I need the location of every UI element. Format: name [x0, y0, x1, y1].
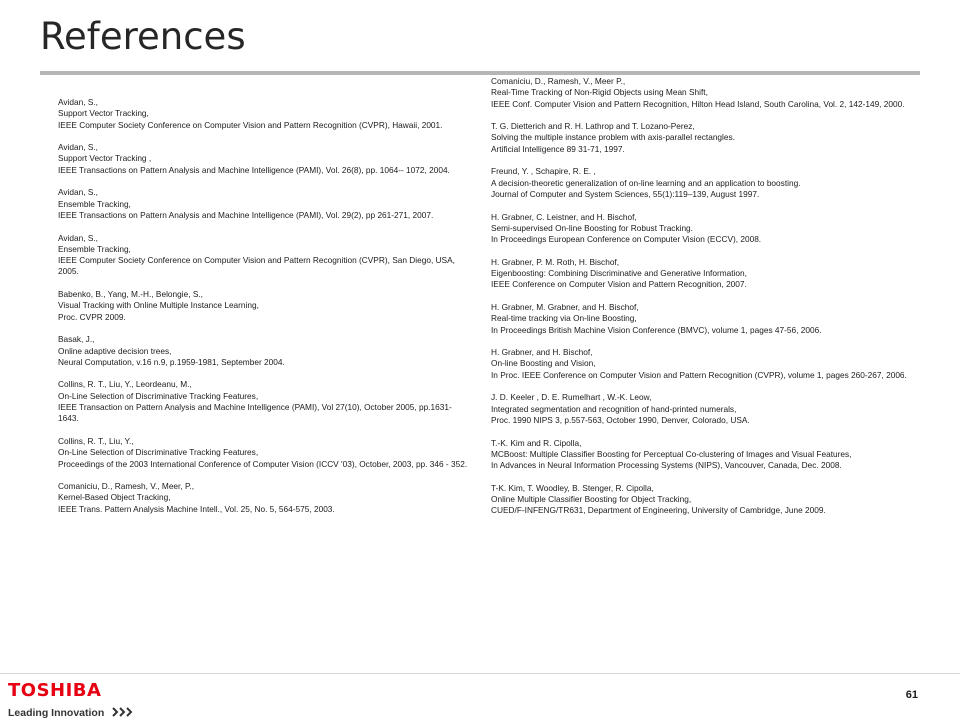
reference-entry — [58, 187, 468, 221]
reference-line: Avidan, S., — [58, 142, 98, 153]
reference-line: IEEE Conf. Computer Vision and Pattern Recognition, Hilton Head Island, South Carolina, Vol. 2, 142-149, 2000. — [491, 98, 905, 109]
reference-entry — [491, 302, 916, 336]
reference-line: IEEE Transaction on Pattern Analysis and Machine Intelligence (PAMI), Vol 27(10), October 2005, pp.1631-1643. — [58, 402, 452, 424]
references-left-column — [58, 97, 468, 526]
reference-entry — [58, 334, 468, 368]
reference-line: In Proc. IEEE Conference on Computer Vision and Pattern Recognition (CVPR), volume 1, pages 260-267, 2006. — [491, 369, 907, 380]
reference-line: IEEE Computer Society Conference on Computer Vision and Pattern Recognition (CVPR), San Diego, USA, 2005. — [58, 255, 455, 277]
reference-line: Online Multiple Classifier Boosting for Object Tracking, — [491, 493, 692, 504]
reference-line: Babenko, B., Yang, M.-H., Belongie, S., — [58, 289, 203, 300]
reference-line: In Advances in Neural Information Processing Systems (NIPS), Vancouver, Canada, Dec. 2008. — [491, 460, 842, 471]
reference-entry — [58, 142, 468, 176]
reference-line: On-line Boosting and Vision, — [491, 358, 596, 369]
reference-line: H. Grabner, C. Leistner, and H. Bischof, — [491, 211, 637, 222]
reference-entry — [58, 436, 468, 470]
reference-line: In Proceedings British Machine Vision Conference (BMVC), volume 1, pages 47-56, 2006. — [491, 324, 822, 335]
reference-line: T.-K. Kim and R. Cipolla, — [491, 437, 582, 448]
reference-line: H. Grabner, P. M. Roth, H. Bischof, — [491, 256, 620, 267]
reference-line: Collins, R. T., Liu, Y., Leordeanu, M., — [58, 379, 192, 390]
reference-line: Real-time tracking via On-line Boosting, — [491, 313, 637, 324]
reference-line: Avidan, S., — [58, 232, 98, 243]
brand-logo — [8, 682, 134, 721]
chevrons-right-icon — [112, 707, 134, 717]
references-right-column — [491, 76, 916, 528]
reference-entry — [491, 438, 916, 472]
reference-line: Collins, R. T., Liu, Y., — [58, 435, 134, 446]
reference-line: Artificial Intelligence 89 31-71, 1997. — [491, 143, 625, 154]
reference-entry — [491, 212, 916, 246]
reference-line: Support Vector Tracking, — [58, 108, 149, 119]
reference-line: IEEE Computer Society Conference on Computer Vision and Pattern Recognition (CVPR), Hawaii, 2001. — [58, 119, 443, 130]
reference-line: Comaniciu, D., Ramesh, V., Meer, P., — [58, 481, 195, 492]
reference-entry — [491, 166, 916, 200]
reference-line: Real-Time Tracking of Non-Rigid Objects using Mean Shift, — [491, 87, 708, 98]
page-number: 61 — [905, 689, 918, 701]
reference-line: H. Grabner, M. Grabner, and H. Bischof, — [491, 301, 639, 312]
reference-line: Integrated segmentation and recognition of hand-printed numerals, — [491, 403, 737, 414]
brand-name: TOSHIBA — [8, 680, 102, 701]
reference-line: IEEE Conference on Computer Vision and Pattern Recognition, 2007. — [491, 279, 747, 290]
reference-line: Avidan, S., — [58, 97, 98, 107]
reference-line: Basak, J., — [58, 334, 95, 345]
reference-line: Online adaptive decision trees, — [58, 345, 172, 356]
page-title: References — [40, 15, 246, 58]
reference-entry — [491, 121, 916, 155]
reference-line: Proc. 1990 NIPS 3, p.557-563, October 1990, Denver, Colorado, USA. — [491, 414, 750, 425]
reference-line: Kernel-Based Object Tracking, — [58, 492, 171, 503]
reference-line: Support Vector Tracking , — [58, 153, 152, 164]
reference-line: T. G. Dietterich and R. H. Lathrop and T. Lozano-Perez, — [491, 121, 695, 132]
reference-entry — [491, 76, 916, 110]
reference-line: MCBoost: Multiple Classifier Boosting for Perceptual Co-clustering of Images and Visual Features, — [491, 448, 852, 459]
reference-line: In Proceedings European Conference on Computer Vision (ECCV), 2008. — [491, 234, 762, 245]
footer-divider — [0, 673, 960, 674]
reference-entry — [58, 379, 468, 424]
reference-line: IEEE Transactions on Pattern Analysis and Machine Intelligence (PAMI), Vol. 26(8), pp. 1064-- 1072, 2004. — [58, 164, 450, 175]
reference-line: Eigenboosting: Combining Discriminative and Generative Information, — [491, 268, 747, 279]
brand-tagline: Leading Innovation — [8, 707, 105, 719]
reference-entry — [58, 481, 468, 515]
reference-entry — [58, 97, 468, 131]
title-divider — [40, 71, 920, 75]
reference-line: IEEE Transactions on Pattern Analysis and Machine Intelligence (PAMI), Vol. 29(2), pp 261-271, 2007. — [58, 209, 434, 220]
tagline-row — [8, 703, 134, 721]
reference-line: On-Line Selection of Discriminative Tracking Features, — [58, 390, 259, 401]
reference-entry — [491, 257, 916, 291]
reference-line: Avidan, S., — [58, 187, 98, 198]
reference-entry — [491, 483, 916, 517]
reference-entry — [58, 233, 468, 278]
reference-entry — [58, 289, 468, 323]
reference-line: T-K. Kim, T. Woodley, B. Stenger, R. Cipolla, — [491, 482, 654, 493]
reference-line: Proc. CVPR 2009. — [58, 311, 126, 322]
reference-line: Ensemble Tracking, — [58, 198, 131, 209]
reference-line: CUED/F-INFENG/TR631, Department of Engineering, University of Cambridge, June 2009. — [491, 505, 826, 516]
reference-line: Neural Computation, v.16 n.9, p.1959-1981, September 2004. — [58, 356, 285, 367]
reference-line: IEEE Trans. Pattern Analysis Machine Intell., Vol. 25, No. 5, 564-575, 2003. — [58, 503, 335, 514]
reference-line: Semi-supervised On-line Boosting for Robust Tracking. — [491, 222, 693, 233]
reference-line: On-Line Selection of Discriminative Tracking Features, — [58, 447, 259, 458]
reference-line: Proceedings of the 2003 International Conference of Computer Vision (ICCV '03), October, 2003, pp. 346 - 352. — [58, 458, 468, 469]
reference-line: H. Grabner, and H. Bischof, — [491, 347, 593, 358]
reference-line: J. D. Keeler , D. E. Rumelhart , W.-K. Leow, — [491, 392, 652, 403]
reference-line: Visual Tracking with Online Multiple Instance Learning, — [58, 300, 259, 311]
reference-line: Freund, Y. , Schapire, R. E. , — [491, 166, 596, 177]
reference-entry — [491, 392, 916, 426]
reference-line: Journal of Computer and System Sciences, 55(1):119–139, August 1997. — [491, 188, 760, 199]
reference-line: Ensemble Tracking, — [58, 243, 131, 254]
reference-entry — [491, 347, 916, 381]
reference-line: Solving the multiple instance problem with axis-parallel rectangles. — [491, 132, 735, 143]
reference-line: A decision-theoretic generalization of on-line learning and an application to boosting. — [491, 177, 801, 188]
reference-line: Comaniciu, D., Ramesh, V., Meer P., — [491, 76, 626, 86]
